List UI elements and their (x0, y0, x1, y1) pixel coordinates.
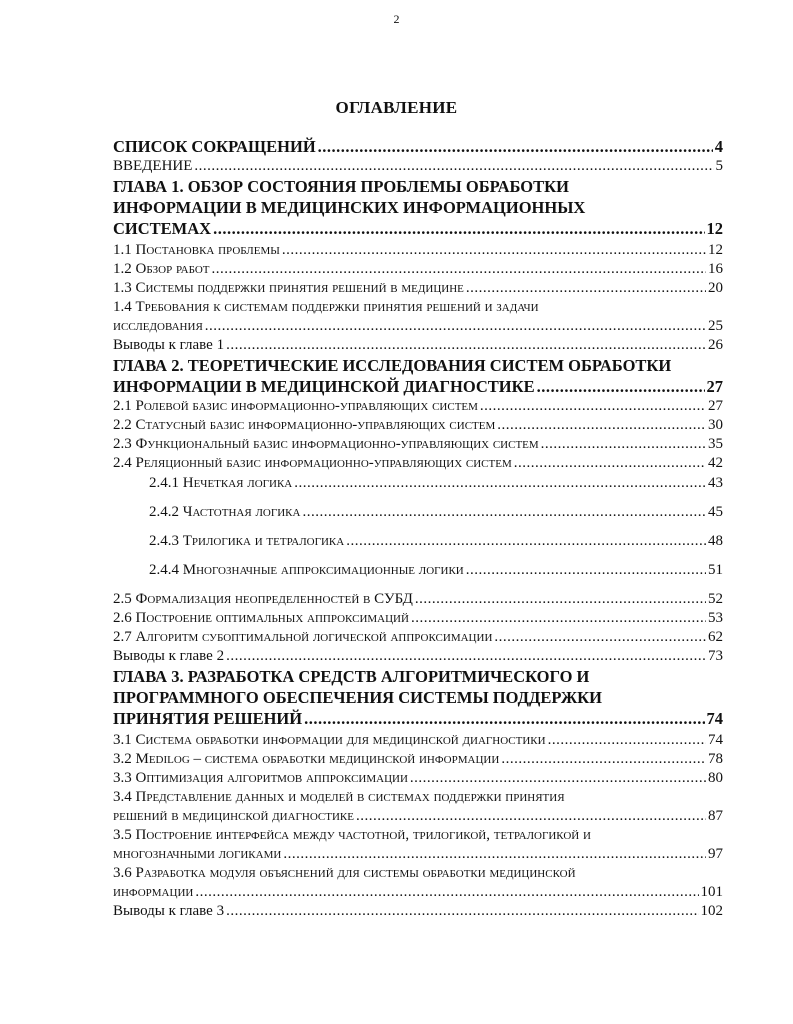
toc-entry-title: 2.5 Формализация неопределенностей в СУБД (113, 591, 413, 607)
toc-entry-title: 2.4 Реляционный базис информационно-управляющих систем (113, 455, 512, 471)
toc-page-number: 73 (708, 648, 723, 664)
toc-entry[interactable] (113, 590, 723, 609)
dot-leader (541, 435, 706, 454)
toc-entry-title: 2.6 Построение оптимальных аппроксимаций (113, 610, 409, 626)
toc-entry[interactable] (113, 260, 723, 279)
toc-entry-title: 1.1 Постановка проблемы (113, 242, 280, 258)
dot-leader (194, 157, 713, 176)
toc-entry[interactable] (113, 561, 723, 580)
toc-entry-line: ИНФОРМАЦИИ В МЕДИЦИНСКИХ ИНФОРМАЦИОННЫХ (113, 198, 586, 217)
toc-page-number: 74 (706, 709, 723, 728)
dot-leader (466, 561, 706, 580)
toc-page-number: 78 (708, 751, 723, 767)
toc-entry-title: Выводы к главе 3 (113, 903, 225, 919)
toc-entry-title: 2.3 Функциональный базис информационно-управляющих систем (113, 436, 539, 452)
toc-page-number: 45 (708, 504, 723, 520)
toc-entry-line: ГЛАВА 3. РАЗРАБОТКА СРЕДСТВ АЛГОРИТМИЧЕСКОГО И (113, 667, 590, 686)
toc-page-number: 87 (708, 808, 723, 824)
dot-leader (195, 883, 698, 902)
toc-page-number: 20 (708, 280, 723, 296)
table-of-contents (113, 136, 723, 921)
toc-entry[interactable] (113, 298, 723, 336)
toc-entry[interactable] (113, 503, 723, 522)
dot-leader (415, 590, 706, 609)
dot-leader (410, 769, 706, 788)
toc-page-number: 12 (708, 242, 723, 258)
toc-entry-title: 3.2 Medilog – система обработки медицинской информации (113, 751, 500, 767)
toc-title: ОГЛАВЛЕНИЕ (335, 98, 458, 117)
toc-entry-title: многозначными логиками (113, 846, 282, 862)
dot-leader (548, 731, 706, 750)
toc-page-number: 27 (708, 398, 723, 414)
toc-entry-title: информации (113, 884, 194, 900)
toc-entry-title: ПРИНЯТИЯ РЕШЕНИЙ (113, 709, 303, 728)
toc-entry-title: СПИСОК СОКРАЩЕНИЙ (113, 137, 316, 156)
toc-entry-line: 3.6 Разработка модуля объяснений для системы обработки медицинской (113, 865, 576, 881)
toc-page-number: 51 (708, 562, 723, 578)
toc-page-number: 35 (708, 436, 723, 452)
dot-leader (356, 807, 706, 826)
toc-entry-title: 3.3 Оптимизация алгоритмов аппроксимации (113, 770, 408, 786)
toc-page-number: 26 (708, 337, 723, 353)
toc-entry[interactable] (113, 474, 723, 493)
dot-leader (501, 750, 706, 769)
dot-leader (304, 708, 704, 729)
toc-entry[interactable] (113, 532, 723, 551)
dot-leader (205, 317, 706, 336)
dot-leader (302, 503, 706, 522)
toc-entry-title: 2.4.4 Многозначные аппроксимационные логики (149, 562, 464, 578)
toc-entry[interactable] (113, 647, 723, 666)
toc-page-number: 80 (708, 770, 723, 786)
dot-leader (282, 241, 706, 260)
toc-entry-title: Выводы к главе 1 (113, 337, 225, 353)
page-number: 2 (393, 12, 400, 26)
toc-entry[interactable] (113, 435, 723, 454)
toc-page-number: 48 (708, 533, 723, 549)
dot-leader (466, 279, 706, 298)
toc-entry[interactable] (113, 279, 723, 298)
toc-entry[interactable] (113, 826, 723, 864)
toc-entry[interactable] (113, 731, 723, 750)
dot-leader (226, 336, 706, 355)
toc-page-number: 5 (715, 158, 723, 174)
toc-entry-title: 1.2 Обзор работ (113, 261, 210, 277)
toc-entry[interactable] (113, 355, 723, 397)
toc-entry-title: 2.2 Статусный базис информационно-управляющих систем (113, 417, 496, 433)
toc-entry-title: решений в медицинской диагностике (113, 808, 354, 824)
toc-entry-title: 2.7 Алгоритм субоптимальной логической аппроксимации (113, 629, 493, 645)
toc-page-number: 53 (708, 610, 723, 626)
dot-leader (497, 416, 706, 435)
toc-page-number: 101 (700, 884, 723, 900)
toc-page-number: 30 (708, 417, 723, 433)
toc-entry-title: 2.4.2 Частотная логика (149, 504, 301, 520)
dot-leader (514, 454, 706, 473)
toc-entry[interactable] (113, 336, 723, 355)
toc-page-number: 25 (708, 318, 723, 334)
toc-page-number: 12 (706, 219, 723, 238)
toc-entry-title: 1.3 Системы поддержки принятия решений в медицине (113, 280, 464, 296)
dot-leader (294, 474, 706, 493)
toc-entry-line: 1.4 Требования к системам поддержки принятия решений и задачи (113, 299, 539, 315)
toc-entry[interactable] (113, 769, 723, 788)
toc-page-number: 102 (700, 903, 723, 919)
toc-entry[interactable] (113, 241, 723, 260)
toc-entry[interactable] (113, 136, 723, 157)
toc-entry[interactable] (113, 666, 723, 729)
toc-page-number: 74 (708, 732, 723, 748)
toc-entry-title: Выводы к главе 2 (113, 648, 225, 664)
toc-entry-title: 2.4.3 Трилогика и тетралогика (149, 533, 345, 549)
dot-leader (226, 647, 706, 666)
toc-entry[interactable] (113, 788, 723, 826)
dot-leader (494, 628, 706, 647)
toc-entry[interactable] (113, 416, 723, 435)
toc-entry-line: ПРОГРАММНОГО ОБЕСПЕЧЕНИЯ СИСТЕМЫ ПОДДЕРЖКИ (113, 688, 602, 707)
toc-page-number: 97 (708, 846, 723, 862)
toc-page-number: 52 (708, 591, 723, 607)
toc-entry-title: ВВЕДЕНИЕ (113, 158, 193, 174)
toc-entry-line: 3.4 Представление данных и моделей в системах поддержки принятия (113, 789, 565, 805)
toc-entry-title: 2.1 Ролевой базис информационно-управляющих систем (113, 398, 478, 414)
dot-leader (283, 845, 706, 864)
toc-entry-line: 3.5 Построение интерфейса между частотной, трилогикой, тетралогикой и (113, 827, 591, 843)
dot-leader (480, 397, 706, 416)
toc-entry[interactable] (113, 750, 723, 769)
dot-leader (212, 260, 706, 279)
toc-page-number: 27 (706, 377, 723, 396)
toc-entry[interactable] (113, 864, 723, 902)
toc-entry[interactable] (113, 628, 723, 647)
toc-entry-title: СИСТЕМАХ (113, 219, 212, 238)
toc-entry[interactable] (113, 397, 723, 416)
dot-leader (411, 609, 706, 628)
toc-page-number: 4 (714, 137, 723, 156)
toc-entry-title: 3.1 Система обработки информации для медицинской диагностики (113, 732, 546, 748)
toc-entry-line: ГЛАВА 2. ТЕОРЕТИЧЕСКИЕ ИССЛЕДОВАНИЯ СИСТЕМ ОБРАБОТКИ (113, 356, 672, 375)
dot-leader (537, 376, 705, 397)
toc-page-number: 16 (708, 261, 723, 277)
toc-entry[interactable] (113, 609, 723, 628)
toc-page-number: 42 (708, 455, 723, 471)
toc-entry-title: ИНФОРМАЦИИ В МЕДИЦИНСКОЙ ДИАГНОСТИКЕ (113, 377, 535, 396)
toc-entry[interactable] (113, 902, 723, 921)
dot-leader (346, 532, 706, 551)
toc-entry-title: 2.4.1 Нечеткая логика (149, 475, 293, 491)
toc-entry[interactable] (113, 157, 723, 176)
dot-leader (226, 902, 698, 921)
toc-entry[interactable] (113, 176, 723, 239)
toc-entry[interactable] (113, 454, 723, 473)
toc-entry-title: исследования (113, 318, 203, 334)
dot-leader (318, 136, 713, 157)
toc-entry-line: ГЛАВА 1. ОБЗОР СОСТОЯНИЯ ПРОБЛЕМЫ ОБРАБОТКИ (113, 177, 569, 196)
dot-leader (213, 218, 704, 239)
toc-page-number: 62 (708, 629, 723, 645)
toc-page-number: 43 (708, 475, 723, 491)
